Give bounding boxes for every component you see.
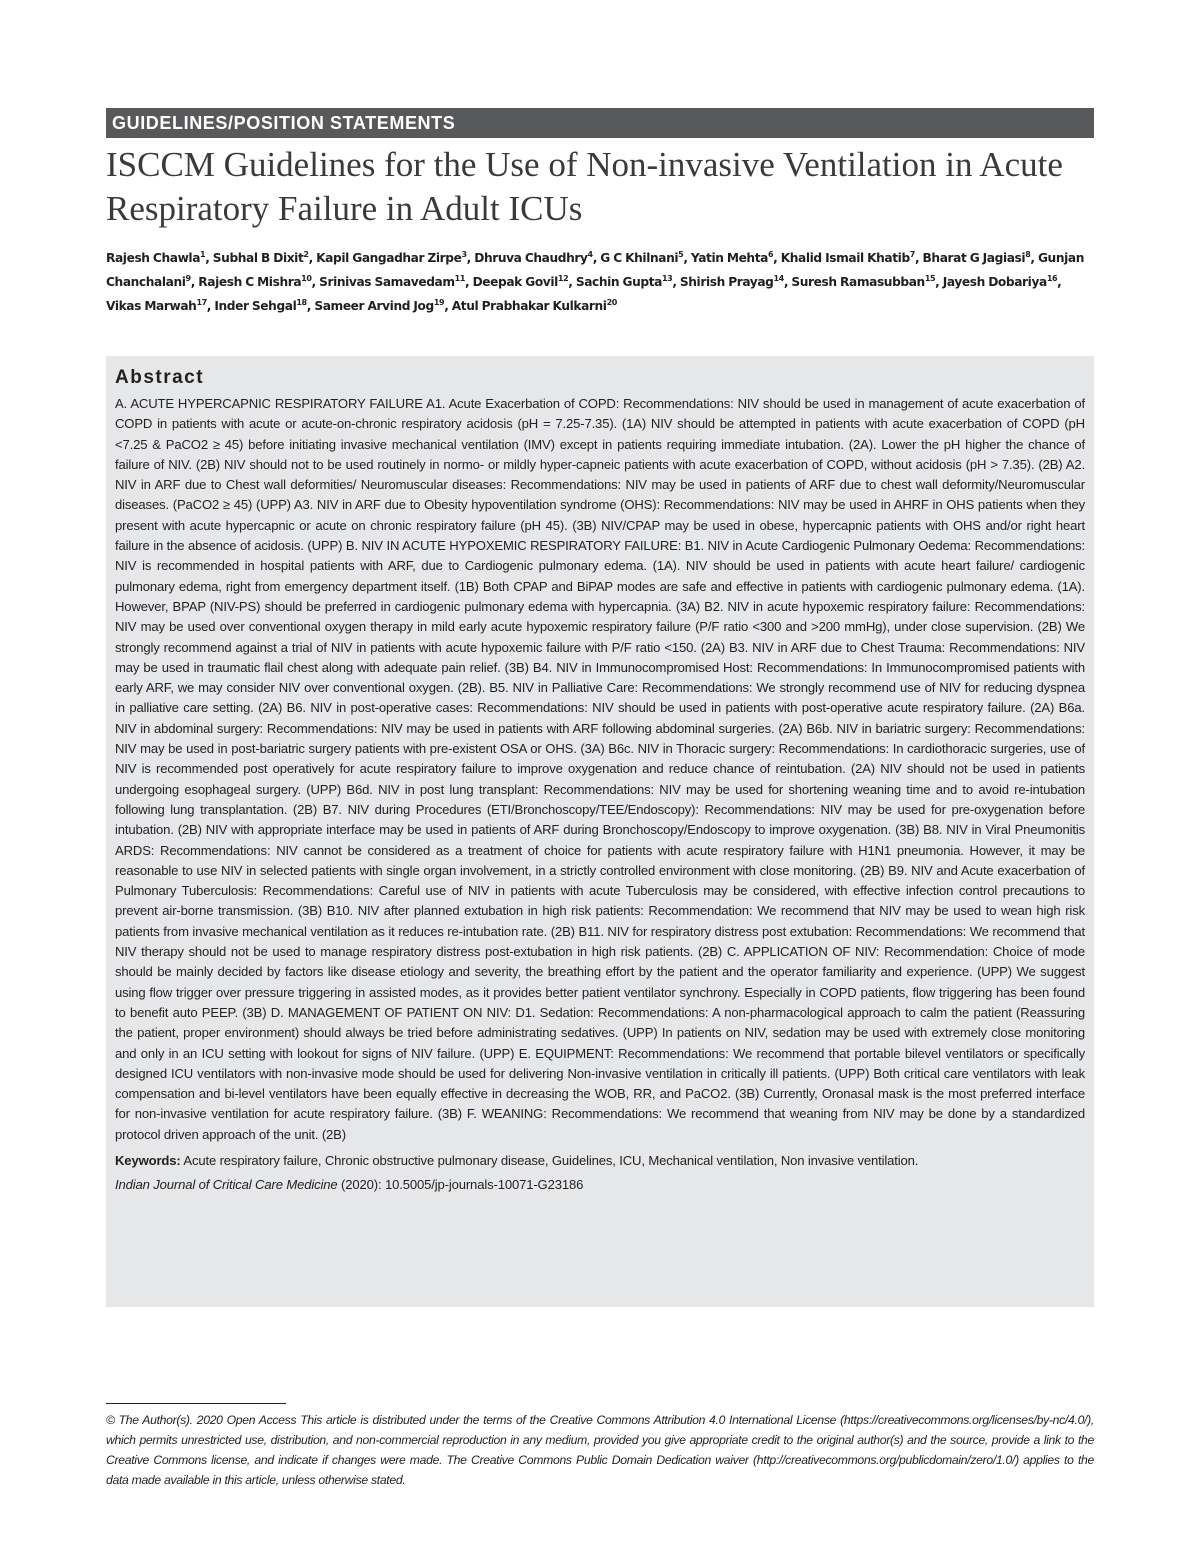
author-affiliation: 5 [678, 250, 684, 259]
author-name: Srinivas Samavedam [319, 275, 455, 289]
author-name: Bharat G Jagiasi [922, 251, 1026, 265]
author [198, 275, 311, 289]
author [106, 251, 205, 265]
keywords [115, 1151, 1085, 1171]
author-list: Rajesh Chawla$^1$, Subhal B Dixit$^2$, Kapil Gangadhar Zirpe$^3$, Dhruva Chaudhry$^4$, G C Khilnani$^5$, Yatin Mehta$^6$, Khalid Ismail Khatib$^7$, Bharat G Jagiasi$^8$, Gunjan Chanchalani$^9$, Rajesh C Mishra$^{10}$, Srinivas Samavedam$^{11}$, Deepak Govil$^{12}$, Sachin Gupta$^{13}$, Shirish Prayag$^{14}$, Suresh Ramasubban$^{15}$, Jayesh Dobariya$^{16}$, Vikas Marwah$^{17}$, Inder Sehgal$^{18}$, Sameer Arvind Jog$^{19}$, Atul Prabhakar Kulkarni$^{20}$ [106, 250, 1084, 313]
author [791, 275, 935, 289]
author-name: Atul Prabhakar Kulkarni [451, 299, 607, 313]
author [680, 275, 784, 289]
abstract-heading: Abstract [115, 367, 205, 388]
author-affiliation: 19 [433, 298, 445, 307]
author-affiliation: 17 [196, 298, 207, 307]
author [473, 275, 569, 289]
keywords-label: Keywords: [115, 1152, 181, 1168]
author-affiliation: 15 [924, 274, 936, 283]
abstract-text: A. ACUTE HYPERCAPNIC RESPIRATORY FAILURE A1. Acute Exacerbation of COPD: Recommendations: NIV should be used in management of acute exacerbation of COPD in patients with acute or acute-on-chronic respiratory acidosis (pH = 7.25-7.35). (1A) NIV should be attempted in patients with acute exacerbation of COPD (pH <7.25 & PaCO2 ≥ 45) before initiating invasive mechanical ventilation (IMV) except in patients requiring immediate intubation. (2A). Lower the pH higher the chance of failure of NIV. (2B) NIV should not to be used routinely in normo- or mildly hyper-capneic patients with acute exacerbation of COPD, without acidosis (pH > 7.35). (2B) A2. NIV in ARF due to Chest wall deformities/ Neuromuscular diseases: Recommendations: NIV may be used in patients of ARF due to chest wall deformity/Neuromuscular diseases. (PaCO2 ≥ 45) (UPP) A3. NIV in ARF due to Obesity hypoventilation syndrome (OHS): Recommendations: NIV may be used in AHRF in OHS patients when they present with acute hypercapnic or acute on chronic respiratory failure (pH 45). (3B) NIV/CPAP may be used in obese, hypercapnic patients with OHS and/or right heart failure in the absence of acidosis. (UPP) B. NIV IN ACUTE HYPOXEMIC RESPIRATORY FAILURE: B1. NIV in Acute Cardiogenic Pulmonary Oedema: Recommendations: NIV is recommended in hospital patients with ARF, due to Cardiogenic pulmonary edema. (1A). NIV should be used in patients with acute heart failure/ cardiogenic pulmonary edema, right from emergency department itself. (1B) Both CPAP and BiPAP modes are safe and effective in patients with cardiogenic pulmonary edema. (1A). However, BPAP (NIV-PS) should be preferred in cardiogenic pulmonary edema with hypercapnia. (3A) B2. NIV in acute hypoxemic respiratory failure: Recommendations: NIV may be used over conventional oxygen therapy in mild early acute hypoxemic respiratory failure (P/F ratio <300 and >200 mmHg), under close supervision. (2B) We strongly recommend against a trial of NIV in patients with acute hypoxemic failure with P/F ratio <150. (2A) B3. NIV in ARF due to Chest Trauma: Recommendations: NIV may be used in traumatic flail chest along with adequate pain relief. (3B) B4. NIV in Immunocompromised Host: Recommendations: In Immunocompromised patients with early ARF, we may consider NIV over conventional oxygen. (2B). B5. NIV in Palliative Care: Recommendations: We strongly recommend use of NIV for reducing dyspnea in palliative care setting. (2A) B6. NIV in post-operative cases: Recommendations: NIV should be used in patients with post-operative acute respiratory failure. (2A) B6a. NIV in abdominal surgery: Recommendations: NIV may be used in patients with ARF following abdominal surgeries. (2A) B6b. NIV in bariatric surgery: Recommendations: NIV may be used in post-bariatric surgery patients with pre-existent OSA or OHS. (3A) B6c. NIV in Thoracic surgery: Recommendations: In cardiothoracic surgeries, use of NIV is recommended post operatively for acute respiratory failure to improve oxygenation and reduce chance of reintubation. (2A) NIV should not be used in patients undergoing esophageal surgery. (UPP) B6d. NIV in post lung transplant: Recommendations: NIV may be used for shortening weaning time and to avoid re-intubation following lung transplantation. (2B) B7. NIV during Procedures (ETI/Bronchoscopy/TEE/Endoscopy): Recommendations: NIV may be used for pre-oxygenation before intubation. (2B) NIV with appropriate interface may be used in patients of ARF during Bronchoscopy/Endoscopy to improve oxygenation. (3B) B8. NIV in Viral Pneumonitis ARDS: Recommendations: NIV cannot be considered as a treatment of choice for patients with acute respiratory failure with H1N1 pneumonia. However, it may be reasonable to use NIV in selected patients with single organ involvement, in a strictly controlled environment with close monitoring. (2B) B9. NIV and Acute exacerbation of Pulmonary Tuberculosis: Recommendations: Careful use of NIV in patients with acute Tuberculosis may be considered, with effective infection control precautions to prevent air-borne transmission. (3B) B10. NIV after planned extubation in high risk patients: Recommendation: We recommend that NIV may be used to wean high risk patients from invasive mechanical ventilation as it reduces re-intubation rate. (2B) B11. NIV for respiratory distress post extubation: Recommendations: We recommend that NIV therapy should not be used to manage respiratory distress post-extubation in high risk patients. (2B) C. APPLICATION OF NIV: Recommendation: Choice of mode should be mainly decided by factors like disease etiology and severity, the breathing effort by the patient and the operator familiarity and experience. (UPP) We suggest using flow trigger over pressure triggering in assisted modes, as it provides better patient ventilator synchrony. Especially in COPD patients, flow triggering has been found to benefit auto PEEP. (3B) D. MANAGEMENT OF PATIENT ON NIV: D1. Sedation: Recommendations: A non-pharmacological approach to calm the patient (Reassuring the patient, proper environment) should always be tried before administrating sedatives. (UPP) In patients on NIV, sedation may be used with extremely close monitoring and only in an ICU setting with lookout for signs of NIV failure. (UPP) E. EQUIPMENT: Recommendations: We recommend that portable bilevel ventilators or specifically designed ICU ventilators with non-invasive mode should be used for delivering Non-invasive ventilation in critically ill patients. (UPP) Both critical care ventilators with leak compensation and bi-level ventilators have been equally effective in decreasing the WOB, RR, and PaCO2. (3B) Currently, Oronasal mask is the most preferred interface for non-invasive ventilation for acute respiratory failure. (3B) F. WEANING: Recommendations: We recommend that weaning from NIV may be done by a standardized protocol driven approach of the unit. (2B) [115, 396, 1085, 1142]
author-name: Sachin Gupta [575, 275, 662, 289]
author-affiliation: 6 [767, 250, 774, 259]
author-affiliation: 8 [1025, 250, 1031, 259]
author-name: Vikas Marwah [106, 299, 197, 313]
author-affiliation: 11 [454, 274, 465, 283]
abstract-box [106, 356, 1094, 1307]
author-name: Rajesh C Mishra [198, 275, 302, 289]
author-affiliation: 1 [200, 250, 206, 259]
author [214, 299, 306, 313]
author-affiliation: 4 [587, 250, 593, 259]
author-name: Kapil Gangadhar Zirpe [316, 251, 462, 265]
citation [115, 1175, 1085, 1195]
author [316, 251, 467, 265]
author [474, 251, 592, 265]
author-affiliation: 2 [303, 250, 309, 259]
author-name: Subhal B Dixit [212, 251, 304, 265]
author [600, 251, 683, 265]
journal-name: Indian Journal of Critical Care Medicine [115, 1176, 338, 1192]
author [576, 275, 673, 289]
author-affiliation: 10 [301, 274, 312, 283]
author-affiliation: 12 [557, 274, 569, 283]
author [319, 275, 465, 289]
author [943, 275, 1057, 289]
author-affiliation: 3 [461, 250, 467, 259]
author-affiliation: 20 [606, 298, 617, 307]
author-affiliation: 7 [909, 250, 915, 259]
keywords-list: Acute respiratory failure, Chronic obstructive pulmonary disease, Guidelines, ICU, Mechanical ventilation, Non invasive ventilation. [183, 1152, 919, 1168]
author-affiliation: 16 [1046, 274, 1058, 283]
author [691, 251, 773, 265]
author [314, 299, 444, 313]
citation-doi: (2020): 10.5005/jp-journals-10071-G23186 [341, 1176, 584, 1192]
author-name: Jayesh Dobariya [942, 275, 1047, 289]
author-name: Sameer Arvind Jog [314, 299, 434, 313]
author [213, 251, 309, 265]
footnote-divider [106, 1403, 286, 1404]
author [452, 299, 617, 313]
author [923, 251, 1031, 265]
author-name: Inder Sehgal [214, 299, 297, 313]
section-label: GUIDELINES/POSITION STATEMENTS [106, 108, 1094, 138]
article-title: ISCCM Guidelines for the Use of Non-invasive Ventilation in Acute Respiratory Failure in Adult ICUs [106, 145, 1063, 228]
license-footnote: © The Author(s). 2020 Open Access This article is distributed under the terms of the Creative Commons Attribution 4.0 International License (https://creativecommons.org/licenses/by-nc/4.0/), which permits unrestricted use, distribution, and non-commercial reproduction in any medium, provided you give appropriate credit to the original author(s) and the source, provide a link to the Creative Commons license, and indicate if changes were made. The Creative Commons Public Domain Dedication waiver (http://creativecommons.org/publicdomain/zero/1.0/) applies to the data made available in this article, unless otherwise stated. [106, 1413, 1094, 1487]
author-name: Rajesh Chawla [106, 251, 201, 265]
author-affiliation: 18 [296, 298, 307, 307]
author-name: G C Khilnani [600, 251, 679, 265]
author-name: Shirish Prayag [679, 275, 774, 289]
author-name: Gunjan Chanchalani [106, 251, 1084, 289]
author-affiliation: 9 [185, 274, 191, 283]
author-name: Khalid Ismail Khatib [780, 251, 910, 265]
author-name: Dhruva Chaudhry [474, 251, 588, 265]
author [106, 299, 207, 313]
author-name: Yatin Mehta [690, 251, 768, 265]
author-name: Deepak Govil [472, 275, 558, 289]
author [781, 251, 915, 265]
author-affiliation: 14 [773, 274, 784, 283]
author-affiliation: 13 [661, 274, 673, 283]
author-name: Suresh Ramasubban [791, 275, 925, 289]
